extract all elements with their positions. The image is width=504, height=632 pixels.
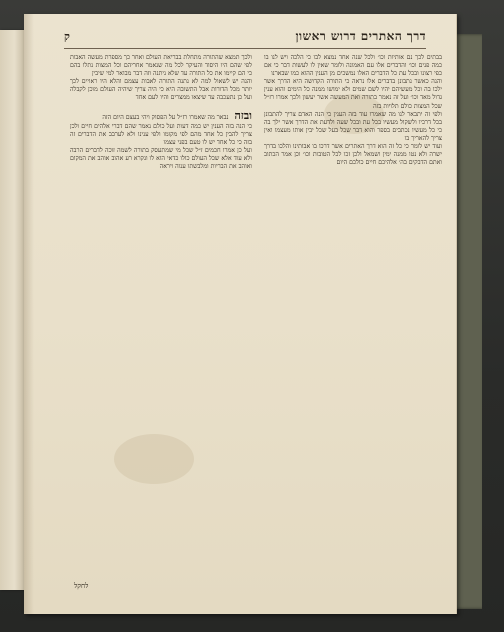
paragraph: והנה כאשר נתבונן בדברים אלו נראה כי התורה הקדושה היא הדרך אשר ילכו בה וכל מעשיהם יהיו לשם שמים ולא ימושו ממנה כל הימים והוא ענין גדול מאד וכו׳ ועל זה נאמר בתורה ואת המעשה אשר יעשון ולכך אמרו רז״ל שכל המצות כולם תלויות בזה	[264, 78, 442, 110]
catchword: לחקל	[74, 582, 89, 590]
paragraph: ועל כן אמרו חכמים ז״ל שכל מי שמתעסק בתורה לשמה זוכה לדברים הרבה ולא עוד אלא שכל העולם כולו כדאי הוא לו ונקרא רע אהוב אוהב את המקום ואוהב את הבריות ומלבשתו ענוה ויראה	[70, 146, 252, 171]
book-page	[24, 14, 457, 614]
section-opening-word: ובזה	[234, 108, 252, 122]
paragraph: ועוד יש לומר כי כל זה הוא דרך האתרים אשר דרכו בו אבותינו והלכו בדרך ישרה ולא נטו ממנה ימין ושמאל ולכן זכו לכל הטובות וכו׳ וכן אמר הכתוב ואתם הדבקים בה׳ אלהיכם חיים כולכם היום	[264, 143, 442, 167]
paragraph: ולפי זה יתבאר לנו מה שאמרו עוד בזה הענין כי הנה האדם צריך להתבונן בכל דרכיו ולשקול מעשיו בכל עת ובכל שעה ולדעת את הדרך אשר ילך בה כי כל מעשיו נכתבים בספר והוא דבר שכל בעל שכל יבין אותו מעצמו ואין צריך להאריך בו	[264, 110, 442, 142]
text-column-left	[70, 54, 252, 574]
section-gap	[70, 103, 252, 111]
folio-number: ק	[64, 29, 70, 43]
paragraph: כי הנה בזה הענין יש כמה דעות ועל כולם נאמר שהם דברי אלהים חיים ולכן צריך להבין כל אחד מהם לפי מקומו ולפי ענינו ולא לערבב את הדברים זה בזה כי כל אחד יש לו טעם בפני עצמו	[70, 122, 252, 146]
running-head: דרך האתרים דרוש ראשון	[295, 28, 426, 43]
text-column-right	[264, 54, 442, 574]
section-opening	[70, 108, 252, 122]
header-rule	[64, 48, 426, 49]
page-header	[64, 26, 426, 46]
paragraph: ולכך תמצא שהתורה מתחלת בבריאת העולם ואחר כך מספרת מעשה האבות לפי שהם היו היסוד והעיקר לכל מה שנאמר אחריהם וכל המצות נתלו בהם כי הם קיימו את כל התורה עד שלא ניתנה וזה דבר מבואר למי שיבין	[70, 54, 252, 78]
paragraph: והנה יש לשאול למה לא נתנה התורה לאבות עצמם והלא היו ראויים לכך יותר מכל הדורות אבל התשובה היא כי היה צריך שיהיה העולם מוכן לקבלה ועל כן נתעכבה עד שיצאו ממצרים והיו לעם אחד	[70, 78, 252, 102]
section-opening-text: נבאר מה שאמרו רז״ל על הפסוק ויהי בעצם היום הזה	[102, 113, 229, 121]
paragraph: בבתים לכך נם אותיות וכו׳ ולכל שנה אחד נמצא לבו כי הלכה ויש לנו בו כמה פנים וכו׳ והדברים אלו עם האמונה ולומר שאין לו לעשות דבר כי אם כפי רצונו ובכל עת כל הדברים האלו נמשכים מן הענין ההוא כמו שבארנו	[264, 54, 442, 78]
facing-page-edge	[0, 30, 24, 590]
